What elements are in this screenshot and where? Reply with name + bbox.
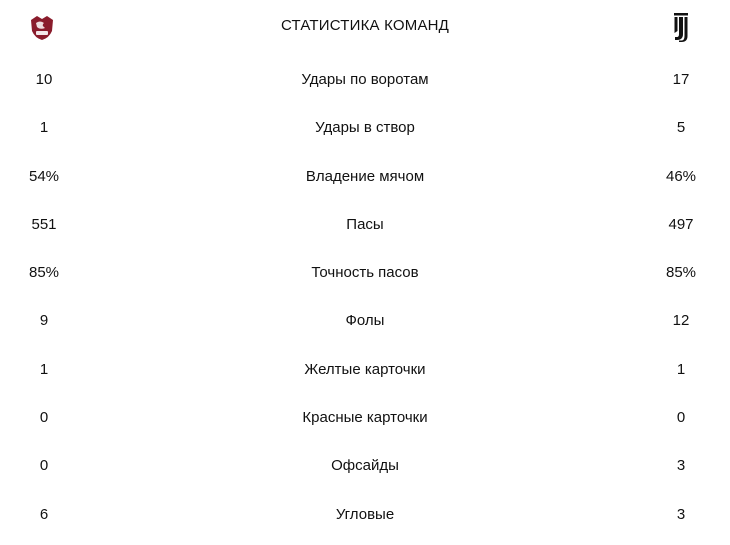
stat-label: Угловые bbox=[335, 505, 395, 523]
stat-row bbox=[0, 201, 730, 249]
stat-label: Желтые карточки bbox=[304, 360, 426, 378]
home-stat-value: 6 bbox=[39, 505, 49, 523]
stat-label: Офсайды bbox=[331, 457, 399, 475]
stat-row bbox=[0, 394, 730, 442]
away-stat-value: 46% bbox=[665, 167, 697, 185]
home-stat-value: 54% bbox=[28, 167, 60, 185]
away-stat-value: 1 bbox=[676, 360, 686, 378]
home-stat-value: 10 bbox=[35, 71, 53, 88]
home-stat-value: 0 bbox=[39, 457, 49, 475]
stat-row bbox=[0, 104, 730, 152]
home-stat-value: 0 bbox=[39, 409, 49, 427]
juventus-logo-icon bbox=[668, 13, 694, 43]
away-team-logo bbox=[672, 13, 690, 43]
away-stat-value: 3 bbox=[676, 505, 686, 523]
away-stat-value: 497 bbox=[668, 215, 694, 233]
home-stat-value: 1 bbox=[39, 360, 49, 378]
stat-row bbox=[0, 491, 730, 539]
stat-label: Удары в створ bbox=[315, 119, 415, 137]
away-stat-value: 85% bbox=[665, 264, 697, 282]
home-stat-value: 85% bbox=[28, 264, 60, 282]
page-title: СТАТИСТИКА КОМАНД bbox=[280, 17, 450, 34]
stat-row bbox=[0, 346, 730, 394]
away-stat-value: 0 bbox=[676, 409, 686, 427]
stat-label: Удары по воротам bbox=[301, 71, 429, 88]
stat-label: Красные карточки bbox=[302, 409, 428, 427]
stat-label: Владение мячом bbox=[305, 167, 425, 185]
stat-row bbox=[0, 442, 730, 490]
stats-list bbox=[0, 56, 730, 539]
home-stat-value: 9 bbox=[39, 312, 49, 330]
away-stat-value: 5 bbox=[676, 119, 686, 137]
stat-row bbox=[0, 153, 730, 201]
stat-label: Пасы bbox=[346, 215, 384, 233]
home-stat-value: 1 bbox=[39, 119, 49, 137]
home-stat-value: 551 bbox=[31, 215, 57, 233]
stat-row bbox=[0, 56, 730, 104]
stat-row bbox=[0, 297, 730, 345]
stat-label: Фолы bbox=[345, 312, 385, 330]
away-stat-value: 3 bbox=[676, 457, 686, 475]
away-stat-value: 17 bbox=[672, 71, 690, 88]
stat-row bbox=[0, 249, 730, 297]
stat-label: Точность пасов bbox=[311, 264, 419, 282]
stats-header bbox=[0, 0, 730, 56]
away-stat-value: 12 bbox=[672, 312, 690, 330]
